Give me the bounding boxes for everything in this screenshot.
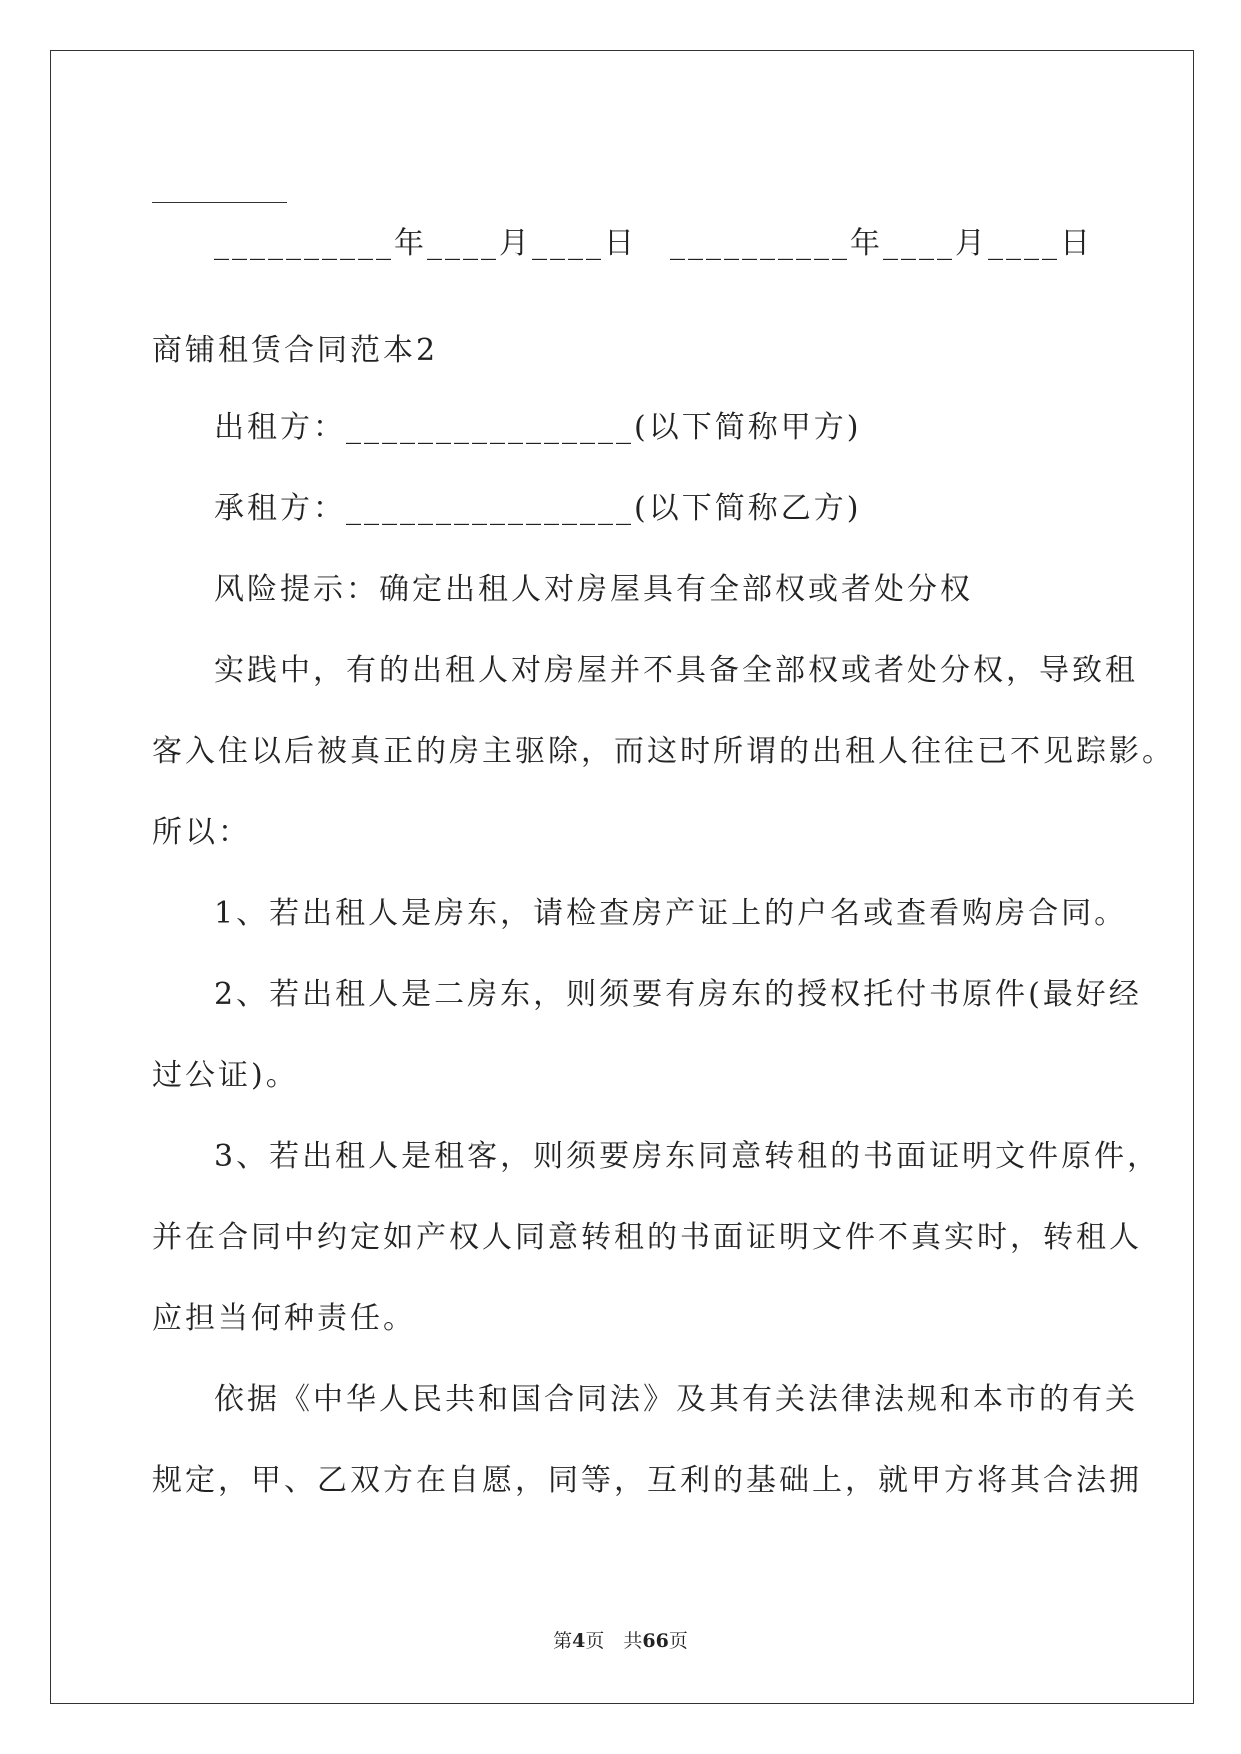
list-item-3: 3、若出租人是租客，则须要房东同意转租的书面证明文件原件， [214, 1139, 1161, 1174]
list-item-3-cont: 应担当何种责任。 [152, 1301, 416, 1336]
lessor-line: 出租方：________________(以下简称甲方) [214, 410, 862, 445]
date-right: __________年____月____日 [670, 226, 1093, 261]
list-item-2: 2、若出租人是二房东，则须要有房东的授权托付书原件(最好经 [214, 977, 1142, 1012]
footer-page-number: 4 [572, 1630, 586, 1652]
page-footer [0, 1626, 1241, 1653]
footer-mid: 页 共 [585, 1630, 643, 1652]
document-heading: 商铺租赁合同范本2 [152, 333, 439, 368]
page-border [50, 50, 1194, 1704]
list-item-2-cont: 过公证)。 [152, 1058, 299, 1093]
date-left: __________年____月____日 [214, 226, 637, 261]
risk-title: 风险提示：确定出租人对房屋具有全部权或者处分权 [214, 572, 973, 607]
list-item-3-cont: 并在合同中约定如产权人同意转租的书面证明文件不真实时，转租人 [152, 1220, 1142, 1255]
paragraph-line: 规定，甲、乙双方在自愿，同等，互利的基础上，就甲方将其合法拥 [152, 1463, 1142, 1498]
list-item-1: 1、若出租人是房东，请检查房产证上的户名或查看购房合同。 [214, 896, 1128, 931]
paragraph-line: 所以： [152, 815, 251, 850]
lessee-line: 承租方：________________(以下简称乙方) [214, 491, 862, 526]
footer-total-pages: 66 [642, 1630, 669, 1652]
paragraph-line: 客入住以后被真正的房主驱除，而这时所谓的出租人往往已不见踪影。 [152, 734, 1175, 769]
footer-prefix: 第 [553, 1630, 573, 1652]
paragraph-line: 实践中，有的出租人对房屋并不具备全部权或者处分权，导致租 [214, 653, 1138, 688]
footer-suffix: 页 [668, 1630, 688, 1652]
signature-blank-line [152, 202, 287, 203]
paragraph-line: 依据《中华人民共和国合同法》及其有关法律法规和本市的有关 [214, 1382, 1138, 1417]
